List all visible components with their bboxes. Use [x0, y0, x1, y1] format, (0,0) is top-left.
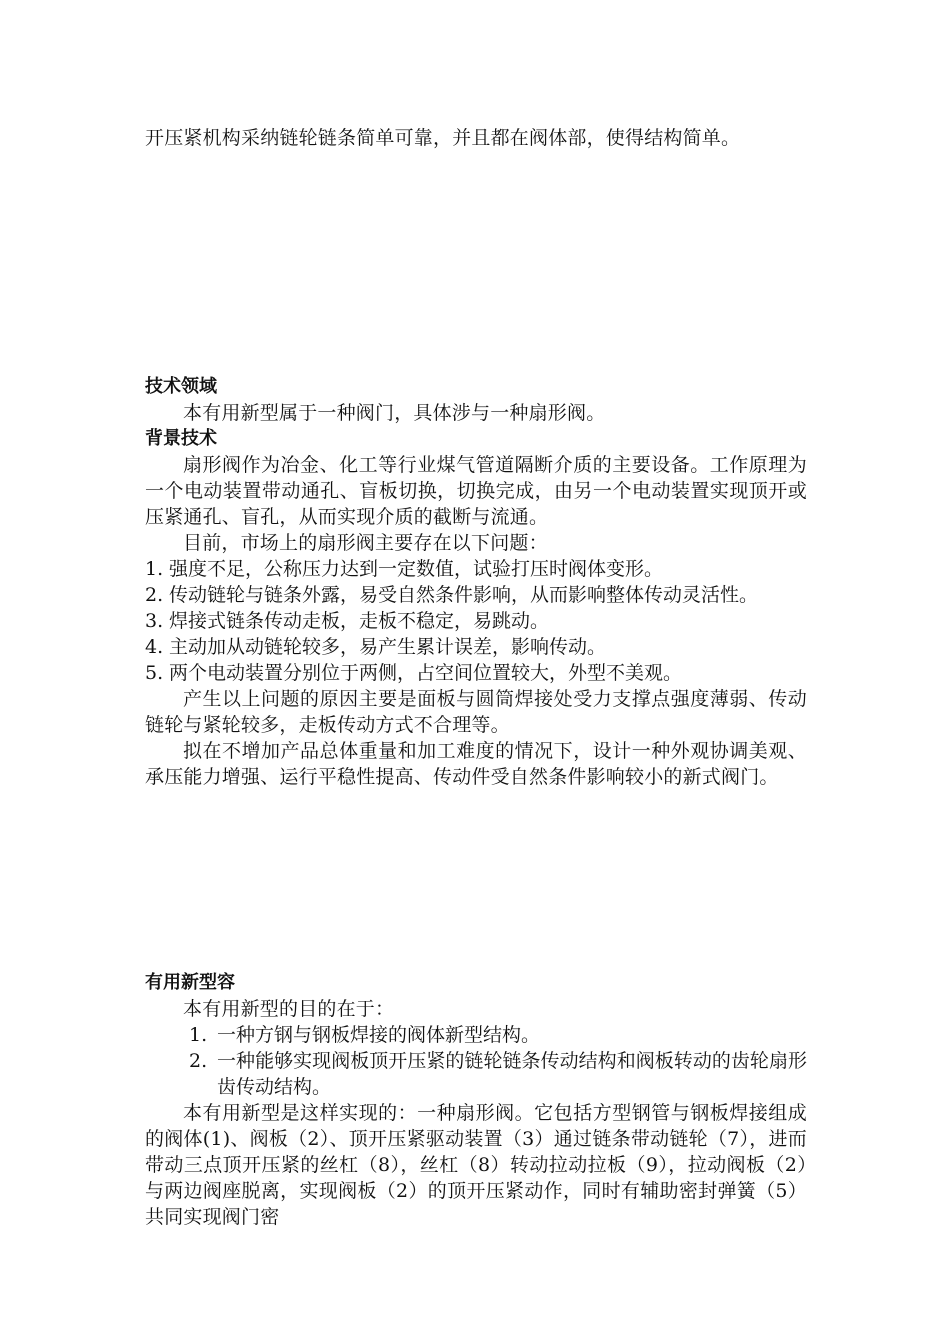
objective-item [189, 1048, 807, 1100]
problem-item-number: 1. [145, 558, 164, 580]
objective-item-number: 1. [189, 1024, 208, 1046]
problem-item-text: 传动链轮与链条外露，易受自然条件影响，从而影响整体传动灵活性。 [169, 584, 759, 606]
objective-item-number: 2. [189, 1050, 208, 1072]
intro-paragraph: 开压紧机构采纳链轮链条简单可靠，并且都在阀体部，使得结构简单。 [145, 127, 741, 149]
objective-item-text: 一种方钢与钢板焊接的阀体新型结构。 [217, 1024, 541, 1046]
problem-item [145, 660, 807, 686]
problem-item [145, 634, 807, 660]
intro-section [145, 125, 807, 151]
content-paragraph-2: 本有用新型是这样实现的：一种扇形阀。它包括方型钢管与钢板焊接组成的阀体(1)、阀板（2）、顶开压紧驱动装置（3）通过链条带动链轮（7），进而带动三点顶开压紧的丝杠（8），丝杠（8）转动拉动拉板（9），拉动阀板（2）与两边阀座脱离，实现阀板（2）的顶开压紧动作，同时有辅助密封弹簧（5）共同实现阀门密 [145, 1102, 807, 1228]
objective-item-text: 一种能够实现阀板顶开压紧的链轮链条传动结构和阀板转动的齿轮扇形齿传动结构。 [217, 1050, 807, 1098]
background-paragraph-2: 目前，市场上的扇形阀主要存在以下问题： [183, 532, 548, 554]
technical-field-paragraph: 本有用新型属于一种阀门，具体涉与一种扇形阀。 [183, 402, 606, 424]
problem-item-text: 两个电动装置分别位于两侧，占空间位置较大，外型不美观。 [169, 662, 683, 684]
content-section [145, 970, 807, 1230]
problem-item-text: 强度不足，公称压力达到一定数值，试验打压时阀体变形。 [169, 558, 664, 580]
background-paragraph-3: 产生以上问题的原因主要是面板与圆筒焊接处受力支撑点强度薄弱、传动链轮与紧轮较多，走板传动方式不合理等。 [145, 688, 807, 736]
problem-item-number: 3. [145, 610, 164, 632]
problem-item-text: 焊接式链条传动走板，走板不稳定，易跳动。 [169, 610, 550, 632]
problem-item [145, 582, 807, 608]
problem-item [145, 556, 807, 582]
content-paragraph-1: 本有用新型的目的在于： [183, 998, 395, 1020]
background-paragraph-4: 拟在不增加产品总体重量和加工难度的情况下，设计一种外观协调美观、承压能力增强、运行平稳性提高、传动件受自然条件影响较小的新式阀门。 [145, 740, 807, 788]
objective-item [189, 1022, 807, 1048]
problem-item-text: 主动加从动链轮较多，易产生累计误差，影响传动。 [169, 636, 607, 658]
technical-field-heading: 技术领域 [145, 376, 217, 397]
background-paragraph-1: 扇形阀作为冶金、化工等行业煤气管道隔断介质的主要设备。工作原理为一个电动装置带动通孔、盲板切换，切换完成，由另一个电动装置实现顶开或压紧通孔、盲孔，从而实现介质的截断与流通。 [145, 454, 807, 528]
technical-field-section [145, 374, 807, 790]
problem-item-number: 5. [145, 662, 164, 684]
background-heading: 背景技术 [145, 428, 217, 449]
problem-item-number: 4. [145, 636, 164, 658]
problem-item-number: 2. [145, 584, 164, 606]
content-heading: 有用新型容 [145, 972, 235, 993]
problem-item [145, 608, 807, 634]
